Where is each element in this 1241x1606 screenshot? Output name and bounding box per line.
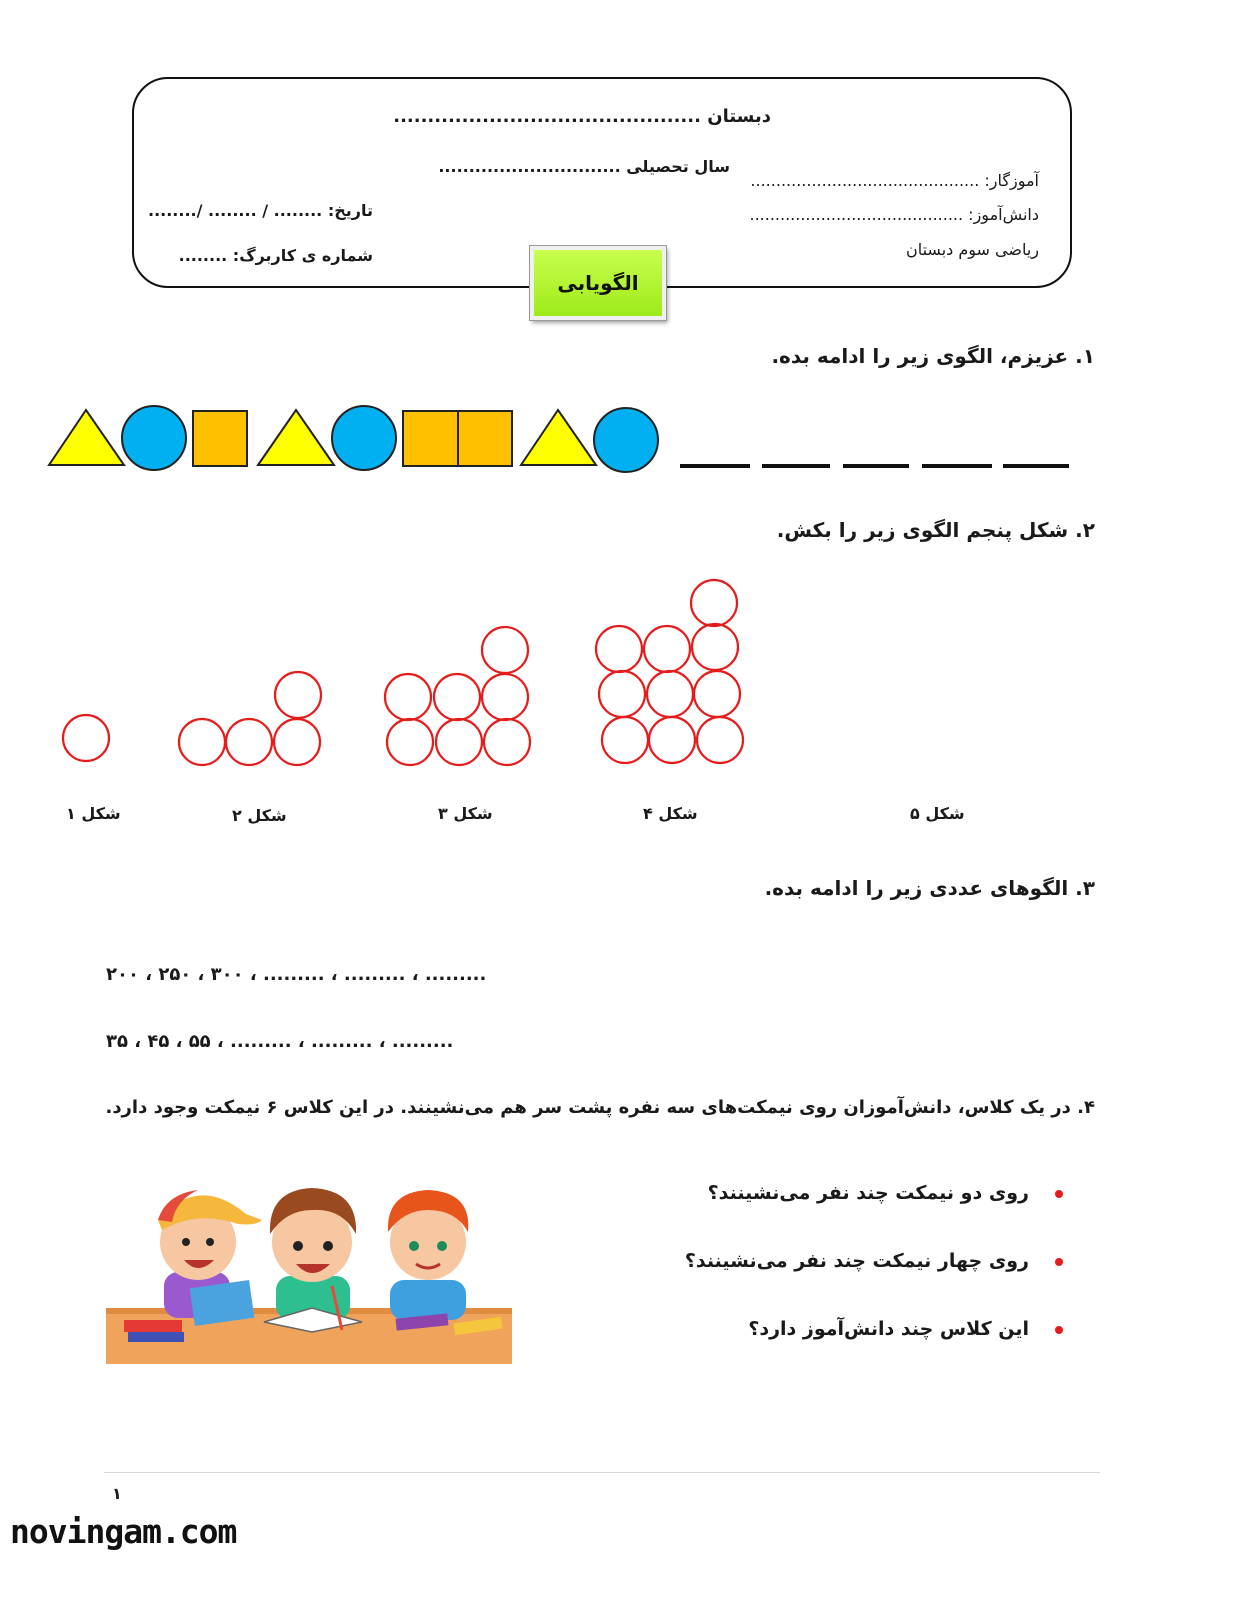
answer-blank-4[interactable] — [922, 464, 992, 468]
worksheet-title-badge: الگویابی — [530, 246, 666, 320]
footer-divider — [104, 1472, 1100, 1473]
question-4-item-3: این کلاس چند دانش‌آموز دارد؟ — [748, 1318, 1063, 1340]
bullet-icon — [1055, 1258, 1063, 1266]
student-field: دانش‌آموز: .......................................... — [749, 205, 1039, 224]
pattern-triangle-3 — [521, 410, 596, 465]
figure-1-label: شکل ۱ — [66, 804, 121, 823]
question-4-item-1: روی دو نیمکت چند نفر می‌نشینند؟ — [708, 1182, 1063, 1204]
figure-3-circle — [434, 674, 480, 720]
answer-blank-2[interactable] — [762, 464, 830, 468]
bullet-icon — [1055, 1190, 1063, 1198]
page-number: ۱ — [112, 1484, 122, 1503]
subject-label: ریاضی سوم دبستان — [905, 240, 1039, 259]
figure-4-circle — [694, 671, 740, 717]
pattern-triangle-1 — [49, 410, 124, 465]
date-field: تاریخ: ........ / ........ /........ — [147, 201, 373, 220]
question-3-text: ۳. الگوهای عددی زیر را ادامه بده. — [764, 876, 1095, 900]
figure-2-circle — [275, 672, 321, 718]
figure-4-circle — [599, 671, 645, 717]
figure-3-circle — [482, 627, 528, 673]
figure-4-circle — [697, 717, 743, 763]
figure-4-circle — [596, 626, 642, 672]
figure-4-circle — [692, 624, 738, 670]
figure-4-label: شکل ۴ — [643, 804, 698, 823]
figure-2-circle — [179, 719, 225, 765]
figure-4-circle — [644, 626, 690, 672]
number-sequence-2: ۳۵ ، ۴۵ ، ۵۵ ، ......... ، ......... ، ......... — [106, 1031, 454, 1052]
figure-2-circle — [226, 719, 272, 765]
pattern-triangle-2 — [258, 410, 334, 465]
question-4-text: ۴. در یک کلاس، دانش‌آموزان روی نیمکت‌های سه نفره پشت سر هم می‌نشینند. در این کلاس ۶ نیمکت وجود دارد. — [105, 1097, 1095, 1118]
figure-3-circle — [385, 674, 431, 720]
bullet-icon — [1055, 1326, 1063, 1334]
figure-4-circle — [649, 717, 695, 763]
pattern-circle-1 — [122, 406, 186, 470]
figure-2-circle — [274, 719, 320, 765]
pattern-circle-3 — [594, 408, 658, 472]
figure-5-label: شکل ۵ — [910, 804, 965, 823]
circle-pattern-figures — [0, 560, 800, 780]
teacher-field: آموزگار: ............................................. — [750, 171, 1039, 190]
pattern-square-1 — [193, 411, 247, 466]
figure-4-circle — [602, 717, 648, 763]
pattern-square-2 — [403, 411, 458, 466]
figure-3-circle — [387, 719, 433, 765]
number-sequence-1: ۲۰۰ ، ۲۵۰ ، ۳۰۰ ، ......... ، ......... ، ......... — [106, 964, 487, 985]
question-1-text: ۱. عزیزم، الگوی زیر را ادامه بده. — [771, 344, 1095, 368]
answer-blank-5[interactable] — [1003, 464, 1069, 468]
school-year-field: سال تحصیلی .............................. — [438, 157, 730, 176]
figure-4-circle — [691, 580, 737, 626]
brand-watermark: novingam.com — [10, 1512, 237, 1551]
answer-blank-1[interactable] — [680, 464, 750, 468]
figure-3-label: شکل ۳ — [438, 804, 493, 823]
question-4-item-2: روی چهار نیمکت چند نفر می‌نشینند؟ — [685, 1250, 1063, 1272]
pattern-circle-2 — [332, 406, 396, 470]
question-2-text: ۲. شکل پنجم الگوی زیر را بکش. — [776, 518, 1095, 542]
figure-3-circle — [436, 719, 482, 765]
school-field: دبستان ............................................. — [393, 106, 771, 127]
figure-1-circle — [63, 715, 109, 761]
figure-4-circle — [647, 671, 693, 717]
figure-3-circle — [484, 719, 530, 765]
figure-2-label: شکل ۲ — [232, 806, 287, 825]
worksheet-number-field: شماره ی کاربرگ: ........ — [178, 246, 373, 265]
answer-blank-3[interactable] — [843, 464, 909, 468]
shape-pattern-row — [0, 398, 680, 480]
kids-studying-illustration — [106, 1180, 514, 1366]
pattern-square-3 — [458, 411, 512, 466]
figure-3-circle — [482, 674, 528, 720]
